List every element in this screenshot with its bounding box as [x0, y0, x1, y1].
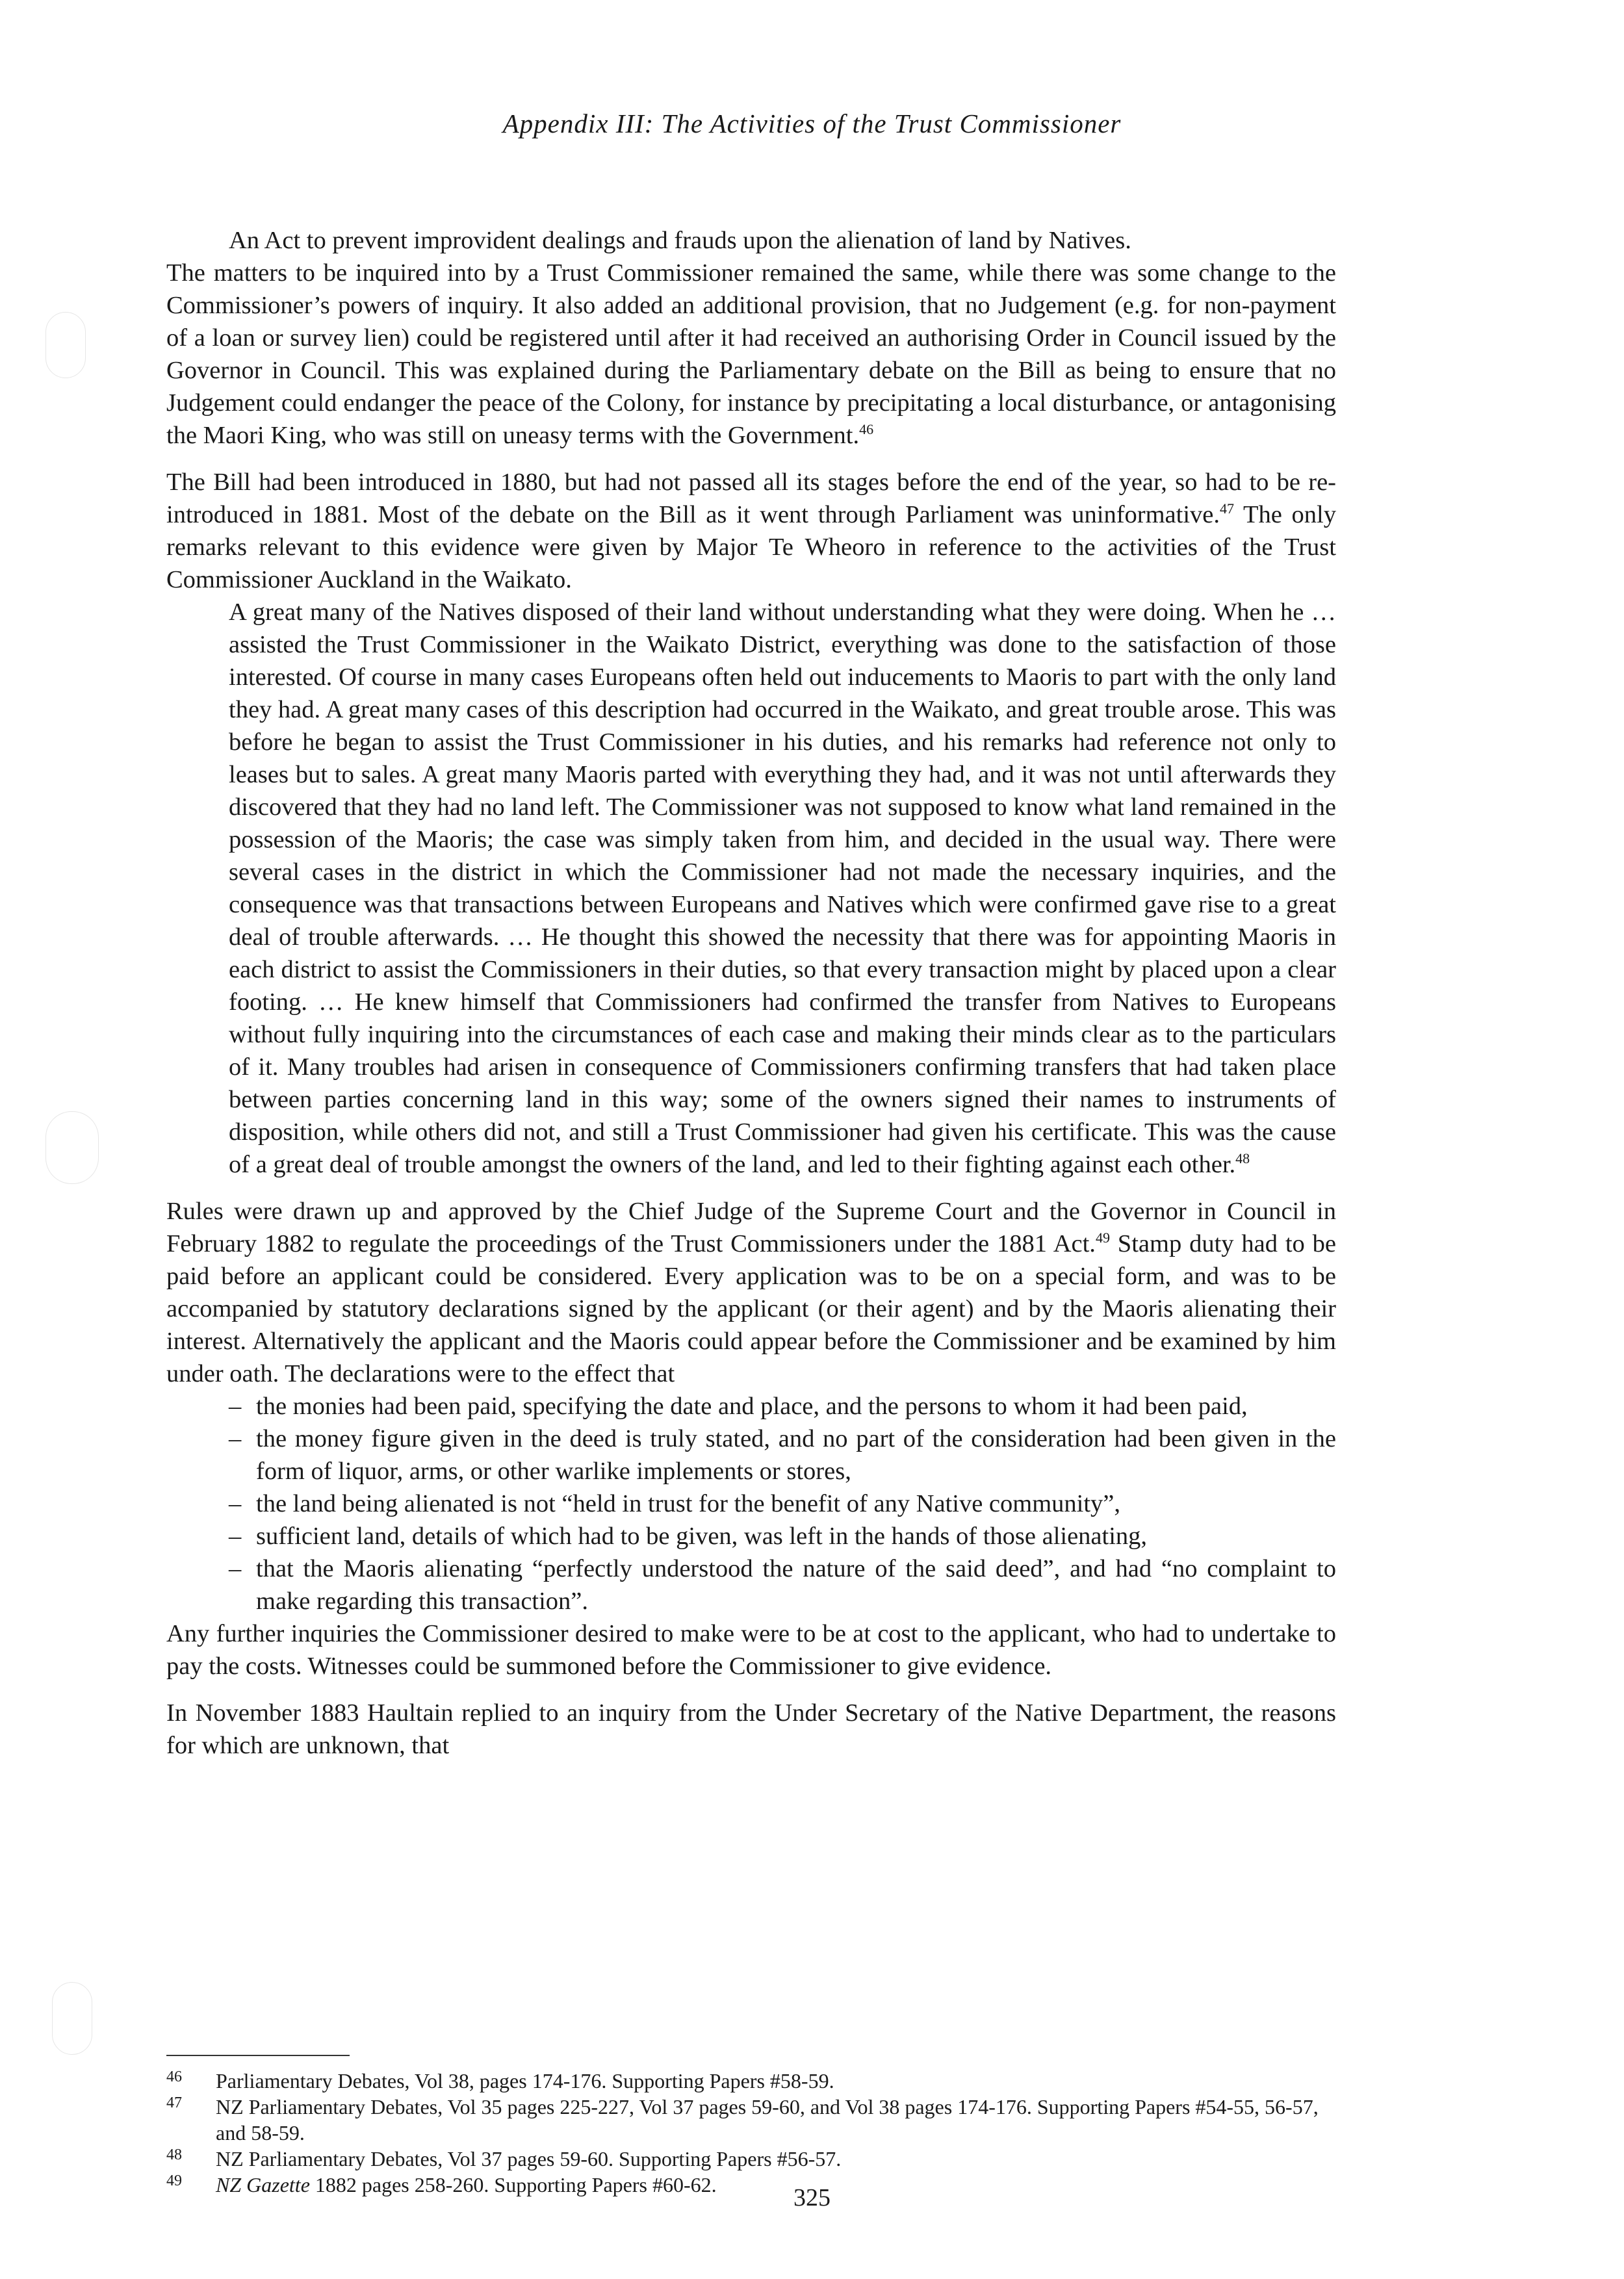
- list-item: [229, 1487, 1336, 1520]
- list-item-text: the money figure given in the deed is truly stated, and no part of the consideration had been given in the form of liquor, arms, or other warlike implements or stores,: [256, 1425, 1336, 1485]
- paragraph-text: The Bill had been introduced in 1880, but had not passed all its stages before the end of the year, so had to be re-introduced in 1881. Most of the debate on the Bill as it went through Parliament was uninformative.: [166, 469, 1336, 528]
- quote-text: A great many of the Natives disposed of their land without understanding what they were doing. When he … assisted the Trust Commissioner in the Waikato District, everything was done to the satisfaction of those interested. Of course in many cases Europeans often held out inducements to Maoris to part with the only land they had. A great many cases of this description had occurred in the Waikato, and great trouble arose. This was before he began to assist the Trust Commissioner in his duties, and his remarks had reference not only to leases but to sales. A great many Maoris parted with everything they had, and it was not until afterwards they discovered that they had no land left. The Commissioner was not supposed to know what land remained in the possession of the Maoris; the case was simply taken from him, and decided in the usual way. There were several cases in the district in which the Commissioner had not made the necessary inquiries, and the consequence was that transactions between Europeans and Natives which were confirmed gave rise to a great deal of trouble afterwards. … He thought this showed the necessity that there was for appointing Maoris in each district to assist the Commissioners in their duties, so that every transaction might by placed upon a clear footing. … He knew himself that Commissioners had confirmed the transfer from Natives to Europeans without fully inquiring into the circumstances of each case and making their minds clear as to the particulars of it. Many troubles had arisen in consequence of Commissioners confirming transfers that had taken place between parties concerning land in this way; some of the owners signed their names to instruments of disposition, while others did not, and still a Trust Commissioner had given his certificate. This was the cause of a great deal of trouble amongst the owners of the land, and led to their fighting against each other.: [229, 599, 1336, 1178]
- list-item: [229, 1390, 1336, 1423]
- paragraph-text: The matters to be inquired into by a Trust Commissioner remained the same, while there was some change to the Commissioner’s powers of inquiry. It also added an additional provision, that no Judgement (e.g. for non-payment of a loan or survey lien) could be registered until after it had received an authorising Order in Council issued by the Governor in Council. This was explained during the Parliamentary debate on the Bill as being to ensure that no Judgement could endanger the peace of the Colony, for instance by precipitating a local disturbance, or antagonising the Maori King, who was still on uneasy terms with the Government.: [166, 259, 1336, 449]
- paragraph: [166, 257, 1336, 452]
- binder-hole-mark: [52, 1982, 92, 2055]
- dash-bullet: –: [229, 1523, 242, 1550]
- list-item-text: the monies had been paid, specifying the date and place, and the persons to whom it had been paid,: [256, 1393, 1248, 1420]
- block-quote: [229, 596, 1336, 1181]
- list-item: [229, 1552, 1336, 1617]
- footnote-text: NZ Parliamentary Debates, Vol 37 pages 59-60. Supporting Papers #56-57.: [216, 2147, 842, 2170]
- footnote-text: 1882 pages 258-260. Supporting Papers #60-62.: [309, 2173, 717, 2196]
- footnote-number: 47: [166, 2094, 182, 2111]
- paragraph-text: Rules were drawn up and approved by the Chief Judge of the Supreme Court and the Governor in Council in February 1882 to regulate the proceedings of the Trust Commissioners under the 1881 Act.: [166, 1198, 1336, 1257]
- paragraph-text: Stamp duty had to be paid before an applicant could be considered. Every application was to be on a special form, and was to be accompanied by statutory declarations signed by the applicant (or their agent) and by the Maoris alienating their interest. Alternatively the applicant and the Maoris could appear before the Commissioner and be examined by him under oath. The declarations were to the effect that: [166, 1230, 1336, 1387]
- body-text: [166, 224, 1336, 1776]
- dash-bullet: –: [229, 1393, 242, 1420]
- footnote: [166, 2146, 1336, 2172]
- paragraph: [166, 466, 1336, 596]
- dash-bullet: –: [229, 1425, 242, 1452]
- dash-bullet: –: [229, 1490, 242, 1517]
- footnote-text: Parliamentary Debates, Vol 38, pages 174-176. Supporting Papers #58-59.: [216, 2069, 834, 2092]
- list-item-text: that the Maoris alienating “perfectly understood the nature of the said deed”, and had “no complaint to make regarding this transaction”.: [256, 1555, 1336, 1615]
- footnote-source-title: NZ Gazette: [216, 2173, 310, 2196]
- list-item-text: the land being alienated is not “held in trust for the benefit of any Native community”,: [256, 1490, 1120, 1517]
- footnote: [166, 2068, 1336, 2094]
- list-item-text: sufficient land, details of which had to be given, was left in the hands of those alienating,: [256, 1523, 1148, 1550]
- dash-bullet: –: [229, 1555, 242, 1582]
- list-item: [229, 1423, 1336, 1487]
- footnote: [166, 2094, 1336, 2146]
- footnote-number: 48: [166, 2146, 182, 2163]
- paragraph: [166, 1195, 1336, 1390]
- paragraph-text: The only remarks relevant to this evidence were given by Major Te Wheoro in reference to the activities of the Trust Commissioner Auckland in the Waikato.: [166, 501, 1337, 593]
- footnote-ref: 49: [1095, 1230, 1110, 1246]
- binder-hole-mark: [45, 312, 86, 378]
- footnote-number: 49: [166, 2172, 182, 2189]
- footnote-number: 46: [166, 2068, 182, 2085]
- footnote-text: NZ Parliamentary Debates, Vol 35 pages 225-227, Vol 37 pages 59-60, and Vol 38 pages 174-176. Supporting Papers #54-55, 56-57, and 58-59.: [216, 2095, 1319, 2144]
- declaration-list: [166, 1390, 1336, 1617]
- paragraph: Any further inquiries the Commissioner desired to make were to be at cost to the applicant, who had to undertake to pay the costs. Witnesses could be summoned before the Commissioner to give evidence.: [166, 1620, 1336, 1680]
- act-title: An Act to prevent improvident dealings and frauds upon the alienation of land by Natives.: [229, 227, 1131, 254]
- list-item: [229, 1520, 1336, 1552]
- binder-hole-mark: [45, 1111, 99, 1184]
- footnote-rule: [166, 2055, 350, 2056]
- paragraph: In November 1883 Haultain replied to an inquiry from the Under Secretary of the Native Department, the reasons for which are unknown, that: [166, 1699, 1336, 1759]
- running-header: Appendix III: The Activities of the Trust Commissioner: [502, 109, 1122, 138]
- footnote-ref: 48: [1235, 1150, 1250, 1167]
- footnotes: [166, 2068, 1336, 2198]
- page-number: 325: [793, 2184, 831, 2211]
- footnote-ref: 46: [859, 421, 874, 438]
- footnote-ref: 47: [1219, 500, 1234, 517]
